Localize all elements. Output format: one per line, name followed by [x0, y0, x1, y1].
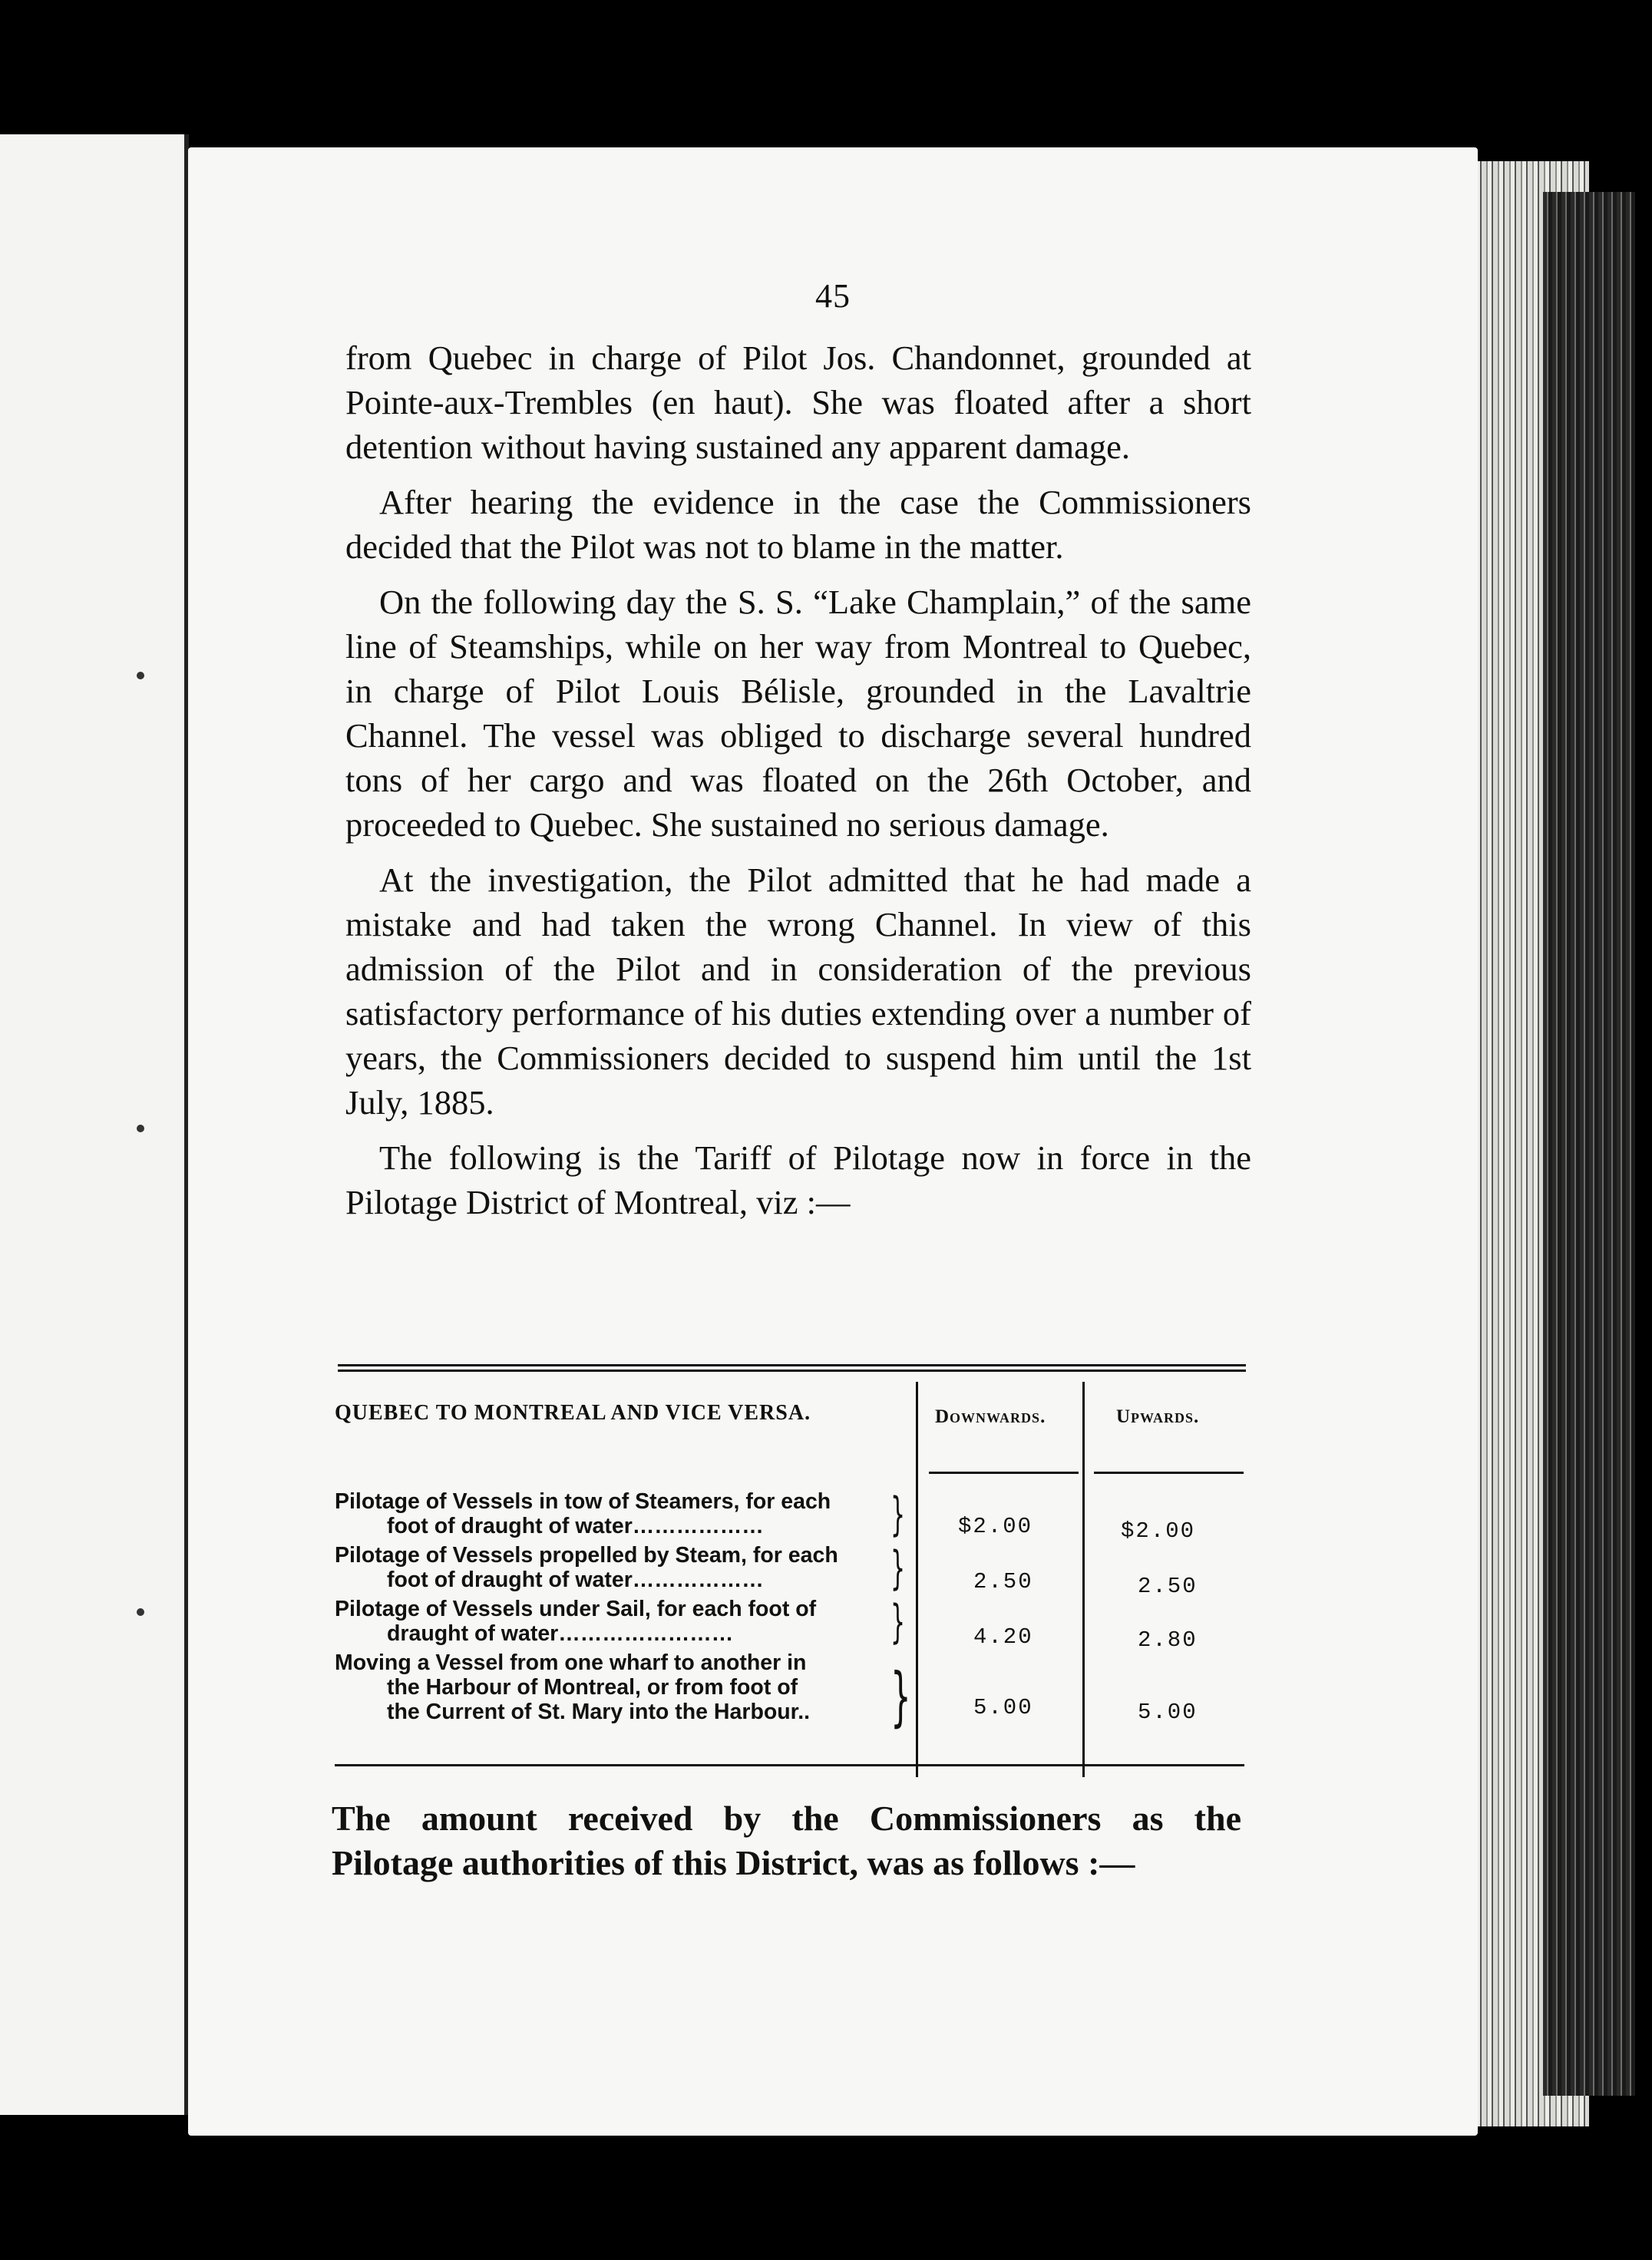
upwards-rate: 2.50 [1138, 1574, 1198, 1599]
table-top-rule [338, 1364, 1246, 1372]
tariff-row-label: Pilotage of Vessels under Sail, for each foot of draught of water…………………… [335, 1597, 817, 1646]
margin-mark [137, 1125, 144, 1132]
closing-line: The amount received by the Commissioners as the [332, 1799, 1241, 1838]
margin-mark [137, 672, 144, 679]
margin-mark [137, 1608, 144, 1616]
paragraph: On the following day the S. S. “Lake Champlain,” of the same line of Steamships, while on her way from Montreal to Quebec, in charge of Pilot Louis Bélisle, grounded in the Lavaltrie Channel. The vessel was obliged to discharge several hundred tons of her cargo and was floated on the 26th October, and proceeded to Quebec. She sustained no serious damage. [345, 583, 1251, 844]
body-text [345, 335, 1251, 1235]
header-downwards: Downwards. [935, 1406, 1046, 1427]
tariff-row-label: Pilotage of Vessels propelled by Steam, for each foot of draught of water……………… [335, 1543, 838, 1592]
book-cover-edge [1543, 192, 1635, 2096]
brace-glyph: } [890, 1659, 911, 1734]
downwards-rate: $2.00 [958, 1514, 1033, 1539]
page-number: 45 [815, 277, 851, 315]
table-bottom-rule [335, 1764, 1244, 1766]
downwards-rate: 2.50 [973, 1569, 1033, 1594]
tariff-row-label: Pilotage of Vessels in tow of Steamers, for each foot of draught of water……………… [335, 1489, 831, 1538]
upwards-rate: 5.00 [1138, 1700, 1198, 1725]
downwards-rate: 4.20 [973, 1624, 1033, 1650]
header-rule [929, 1472, 1079, 1474]
header-rule [1094, 1472, 1244, 1474]
brace-glyph: } [890, 1595, 906, 1649]
upwards-rate: $2.00 [1121, 1518, 1196, 1544]
column-divider [1082, 1382, 1085, 1777]
paragraph: The following is the Tariff of Pilotage now in force in the Pilotage District of Montreal, viz :— [345, 1138, 1251, 1221]
paragraph: After hearing the evidence in the case the Commissioners decided that the Pilot was not to blame in the matter. [345, 483, 1251, 566]
closing-paragraph [332, 1796, 1241, 1885]
paragraph: At the investigation, the Pilot admitted that he had made a mistake and had taken the wrong Channel. In view of this admission of the Pilot and in consideration of the previous satisfactory performance of his duties extending over a number of years, the Commissioners decided to suspend him until the 1st July, 1885. [345, 861, 1251, 1122]
brace-glyph: } [890, 1488, 906, 1541]
brace-glyph: } [890, 1541, 906, 1595]
header-upwards: Upwards. [1116, 1406, 1200, 1427]
tariff-row-label: Moving a Vessel from one wharf to another in the Harbour of Montreal, or from foot of the Current of St. Mary into the Harbour.. [335, 1650, 811, 1724]
downwards-rate: 5.00 [973, 1695, 1033, 1720]
paragraph: from Quebec in charge of Pilot Jos. Chandonnet, grounded at Pointe-aux-Trembles (en haut). She was floated after a short detention without having sustained any apparent damage. [345, 339, 1251, 466]
facing-page-edge [0, 134, 189, 2115]
column-divider [916, 1382, 918, 1777]
upwards-rate: 2.80 [1138, 1627, 1198, 1653]
header-route: QUEBEC TO MONTREAL AND VICE VERSA. [335, 1401, 811, 1425]
closing-line: Pilotage authorities of this District, was as follows :— [332, 1843, 1135, 1882]
